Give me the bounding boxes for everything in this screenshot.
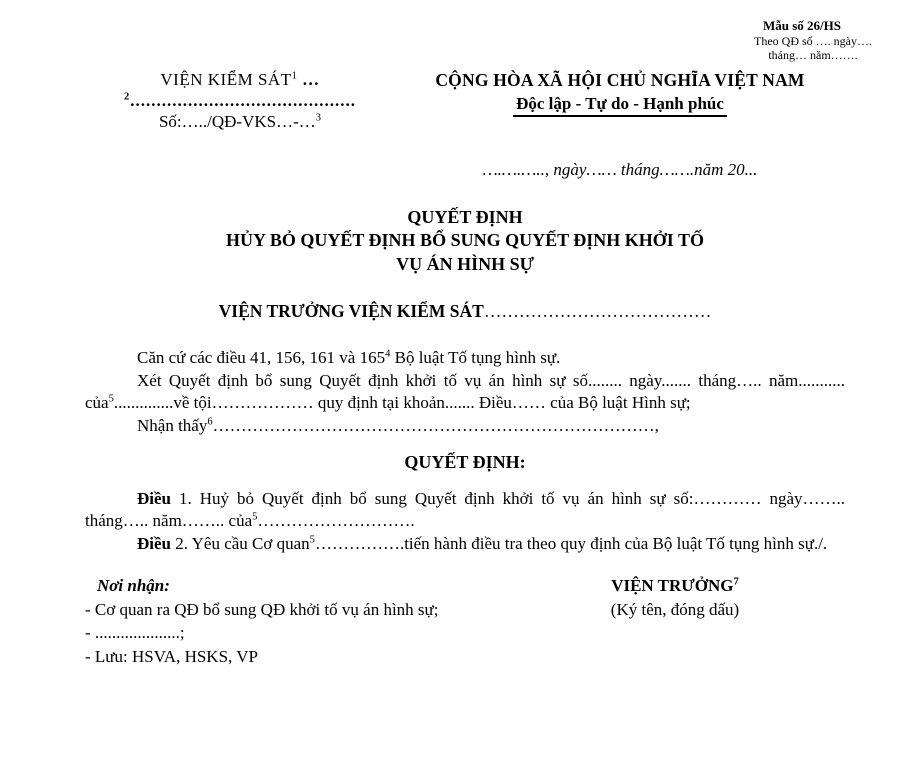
article-2-number: 2. [171,533,192,553]
article-1-tail: ………………………. [257,511,415,531]
signer-title-line [505,574,845,597]
document-number-line [85,112,395,132]
recipients-block [85,574,505,668]
signer-title: VIỆN TRƯỞNG [611,576,734,596]
document-footer [85,574,845,668]
article-1-number: 1. [171,488,200,508]
footnote-marker-1: 1 [291,70,298,82]
footnote-marker-5b: 5 [252,511,258,523]
form-note-line3: tháng… năm……. [768,48,858,63]
date-spacer [85,160,395,180]
signature-block [505,574,845,621]
paragraph-finding [85,415,845,438]
agency-blank-line [85,91,395,111]
issuer-blank-dots: ………………………………… [483,301,712,322]
document-title [85,206,845,276]
paragraph-consideration [85,370,845,415]
article-2 [85,533,845,556]
footnote-marker-7: 7 [733,576,739,588]
recipient-item: - Lưu: HSVA, HSKS, VP [85,646,258,666]
finding-text: Nhận thấy [137,416,208,435]
consideration-text: Xét Quyết định bổ sung Quyết định khởi tố vụ án hình sự số........ ngày....... tháng….. năm........... của [85,370,845,413]
decision-heading: QUYẾT ĐỊNH: [404,451,526,472]
recipient-item: - ....................; [85,623,185,643]
document-number: Số:…../QĐ-VKS…-… [158,112,316,131]
legal-basis-tail: Bộ luật Tố tụng hình sự. [390,348,561,368]
finding-tail: ……………………………………………………………………, [212,416,659,435]
document-body [85,347,845,437]
place-date-line: ….….….., ngày…… tháng…….năm 20... [482,160,758,179]
article-1 [85,488,845,533]
consideration-tail: ..............về tội……………… quy định tại khoản....... Điều…… của Bộ luật Hình sự; [113,393,691,413]
article-2-text: Yêu cầu Cơ quan [191,533,310,553]
article-1-label: Điều [137,488,171,508]
footnote-marker-4: 4 [385,348,391,360]
footnote-marker-2: 2 [123,91,131,103]
agency-name-blank: … [297,70,320,89]
issuer-line [85,301,845,322]
title-line-1: QUYẾT ĐỊNH [407,207,523,227]
form-reference-note [718,18,908,63]
title-line-2: HỦY BỎ QUYẾT ĐỊNH BỔ SUNG QUYẾT ĐỊNH KHỞI TỐ [226,230,704,251]
document-header [85,70,845,132]
form-number: Mẫu số 26/HS [762,18,841,33]
article-2-tail: …………….tiến hành điều tra theo quy định của Bộ luật Tố tụng hình sự./. [314,533,828,553]
national-header-block [395,70,845,117]
article-2-label: Điều [137,533,171,553]
issuer-title: VIỆN TRƯỞNG VIỆN KIỂM SÁT [218,301,484,322]
footnote-marker-5c: 5 [309,534,315,546]
signature-note: (Ký tên, đóng dấu) [610,599,740,619]
recipient-item: - Cơ quan ra QĐ bổ sung QĐ khởi tố vụ án hình sự; [85,599,439,619]
agency-name-line [85,70,395,90]
form-note-line2: Theo QĐ số …. ngày…. [754,33,872,48]
date-row [85,160,845,180]
paragraph-legal-basis [85,347,845,370]
article-1-text: Huỷ bỏ Quyết định bổ sung Quyết định khởi tố vụ án hình sự số:………… ngày…….. tháng….. năm…….. của [85,488,846,531]
footnote-marker-3: 3 [315,112,322,124]
recipients-title: Nơi nhận: [97,576,170,596]
footnote-marker-5: 5 [108,393,114,405]
title-line-3: VỤ ÁN HÌNH SỰ [396,253,534,274]
issuing-agency-block [85,70,395,132]
agency-blank-dots: ........................................... [130,91,356,110]
national-title: CỘNG HÒA XÃ HỘI CHỦ NGHĨA VIỆT NAM [435,70,805,90]
legal-basis-text: Căn cứ các điều 41, 156, 161 và 165 [137,348,386,368]
national-motto: Độc lập - Tự do - Hạnh phúc [513,94,727,117]
agency-name: VIỆN KIỂM SÁT [160,70,292,89]
footnote-marker-6: 6 [207,416,213,428]
